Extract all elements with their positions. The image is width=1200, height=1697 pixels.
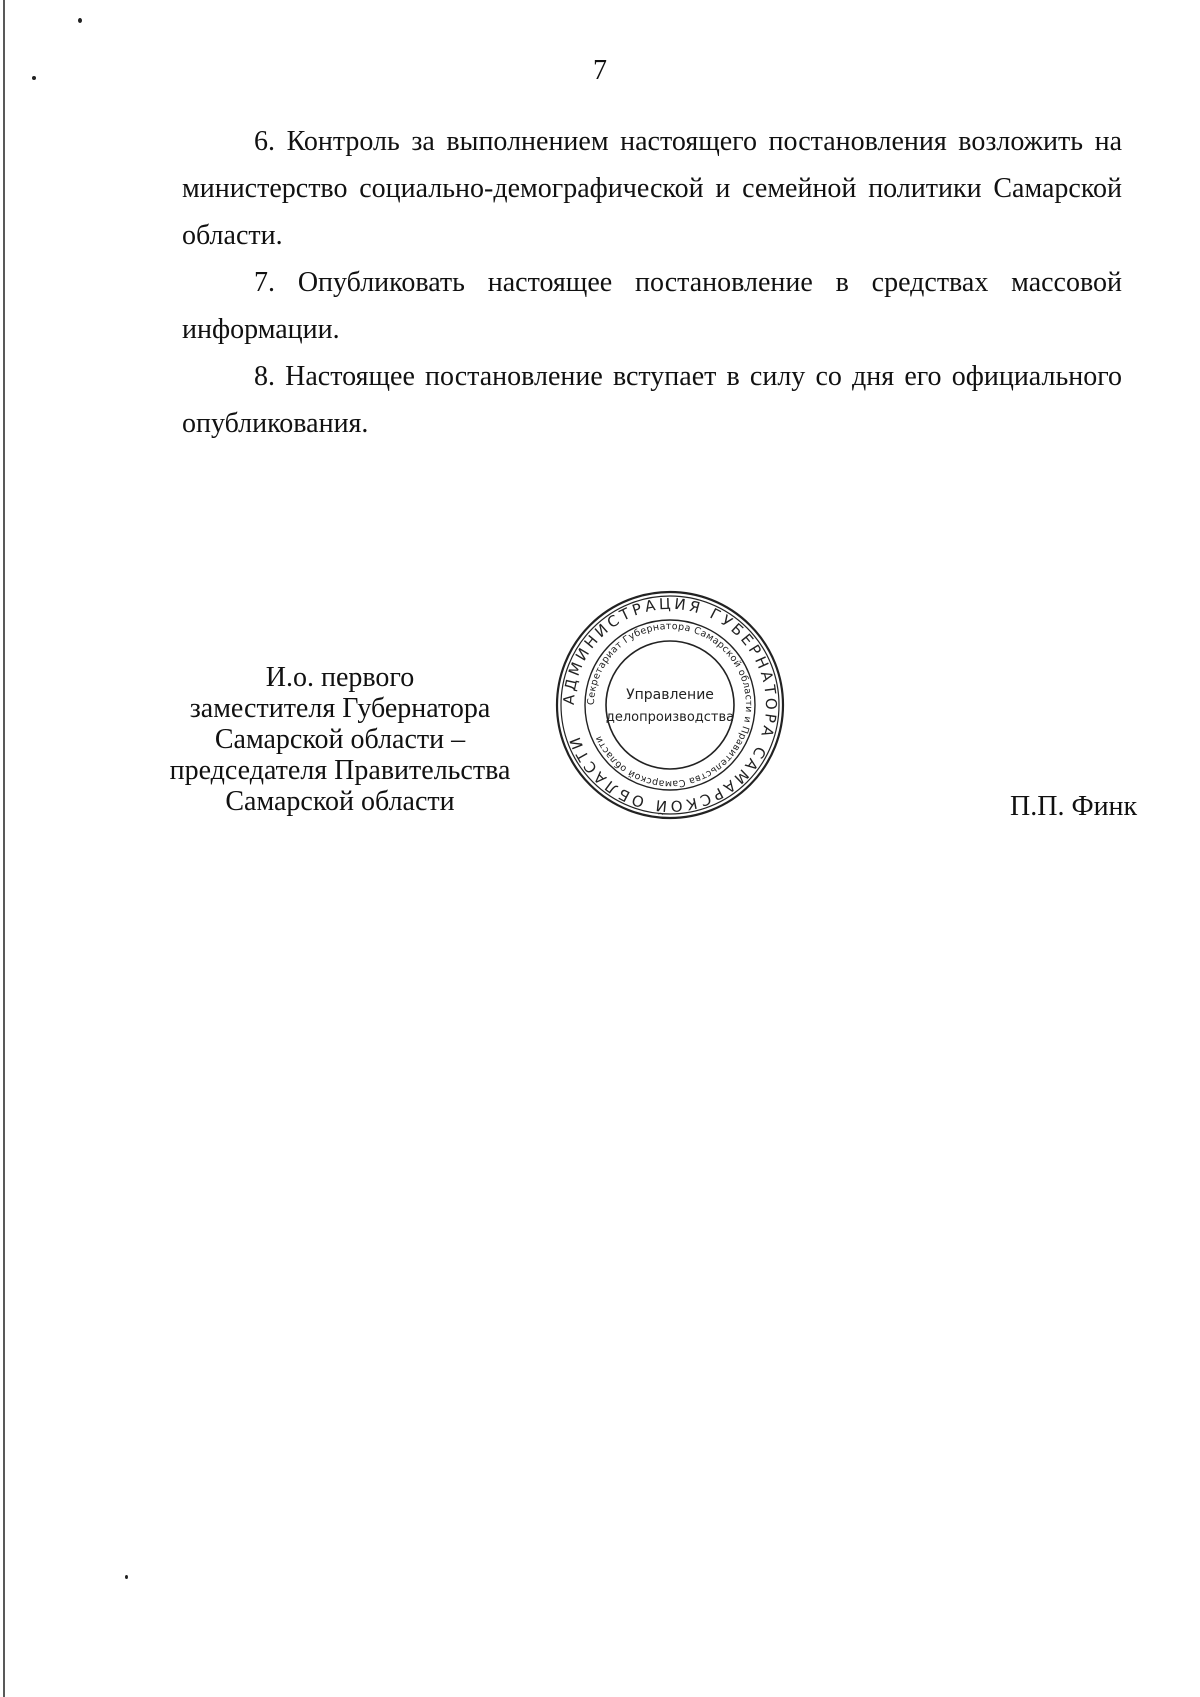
scan-speck xyxy=(78,18,82,23)
position-line: председателя Правительства xyxy=(169,755,511,786)
position-line: Самарской области – xyxy=(214,724,466,755)
paragraph-8: 8. Настоящее постановление вступает в силу со дня его официального опубликования. xyxy=(182,361,1122,439)
signatory-position xyxy=(160,662,520,817)
page-number: 7 xyxy=(593,55,607,86)
stamp-inner-ring xyxy=(606,641,734,769)
stamp-inner-text xyxy=(586,621,754,789)
position-line: Самарской области xyxy=(225,786,455,817)
paragraph-6: 6. Контроль за выполнением настоящего постановления возложить на министерство социально-демографической и семейной политики Самарской области. xyxy=(182,126,1122,251)
signer-name: П.П. Финк xyxy=(1010,791,1138,822)
stamp-inner-textpath: Секретариат Губернатора Самарской области и Правительства Самарской области xyxy=(585,620,755,790)
stamp-outer-textpath: АДМИНИСТРАЦИЯ ГУБЕРНАТОРА САМАРСКОЙ ОБЛАСТИ xyxy=(559,594,781,816)
page-edge-scan-line xyxy=(3,0,5,1697)
position-line: заместителя Губернатора xyxy=(189,693,491,724)
position-line: И.о. первого xyxy=(265,662,415,693)
stamp-center-line-2: делопроизводства xyxy=(605,710,735,725)
official-stamp xyxy=(550,585,790,825)
stamp-center-line-1: Управление xyxy=(626,687,714,703)
stamp-middle-ring xyxy=(585,620,755,790)
paragraph-7: 7. Опубликовать настоящее постановление в средствах массовой информации. xyxy=(182,267,1122,345)
document-body xyxy=(182,118,1122,447)
scan-speck xyxy=(125,1575,128,1579)
